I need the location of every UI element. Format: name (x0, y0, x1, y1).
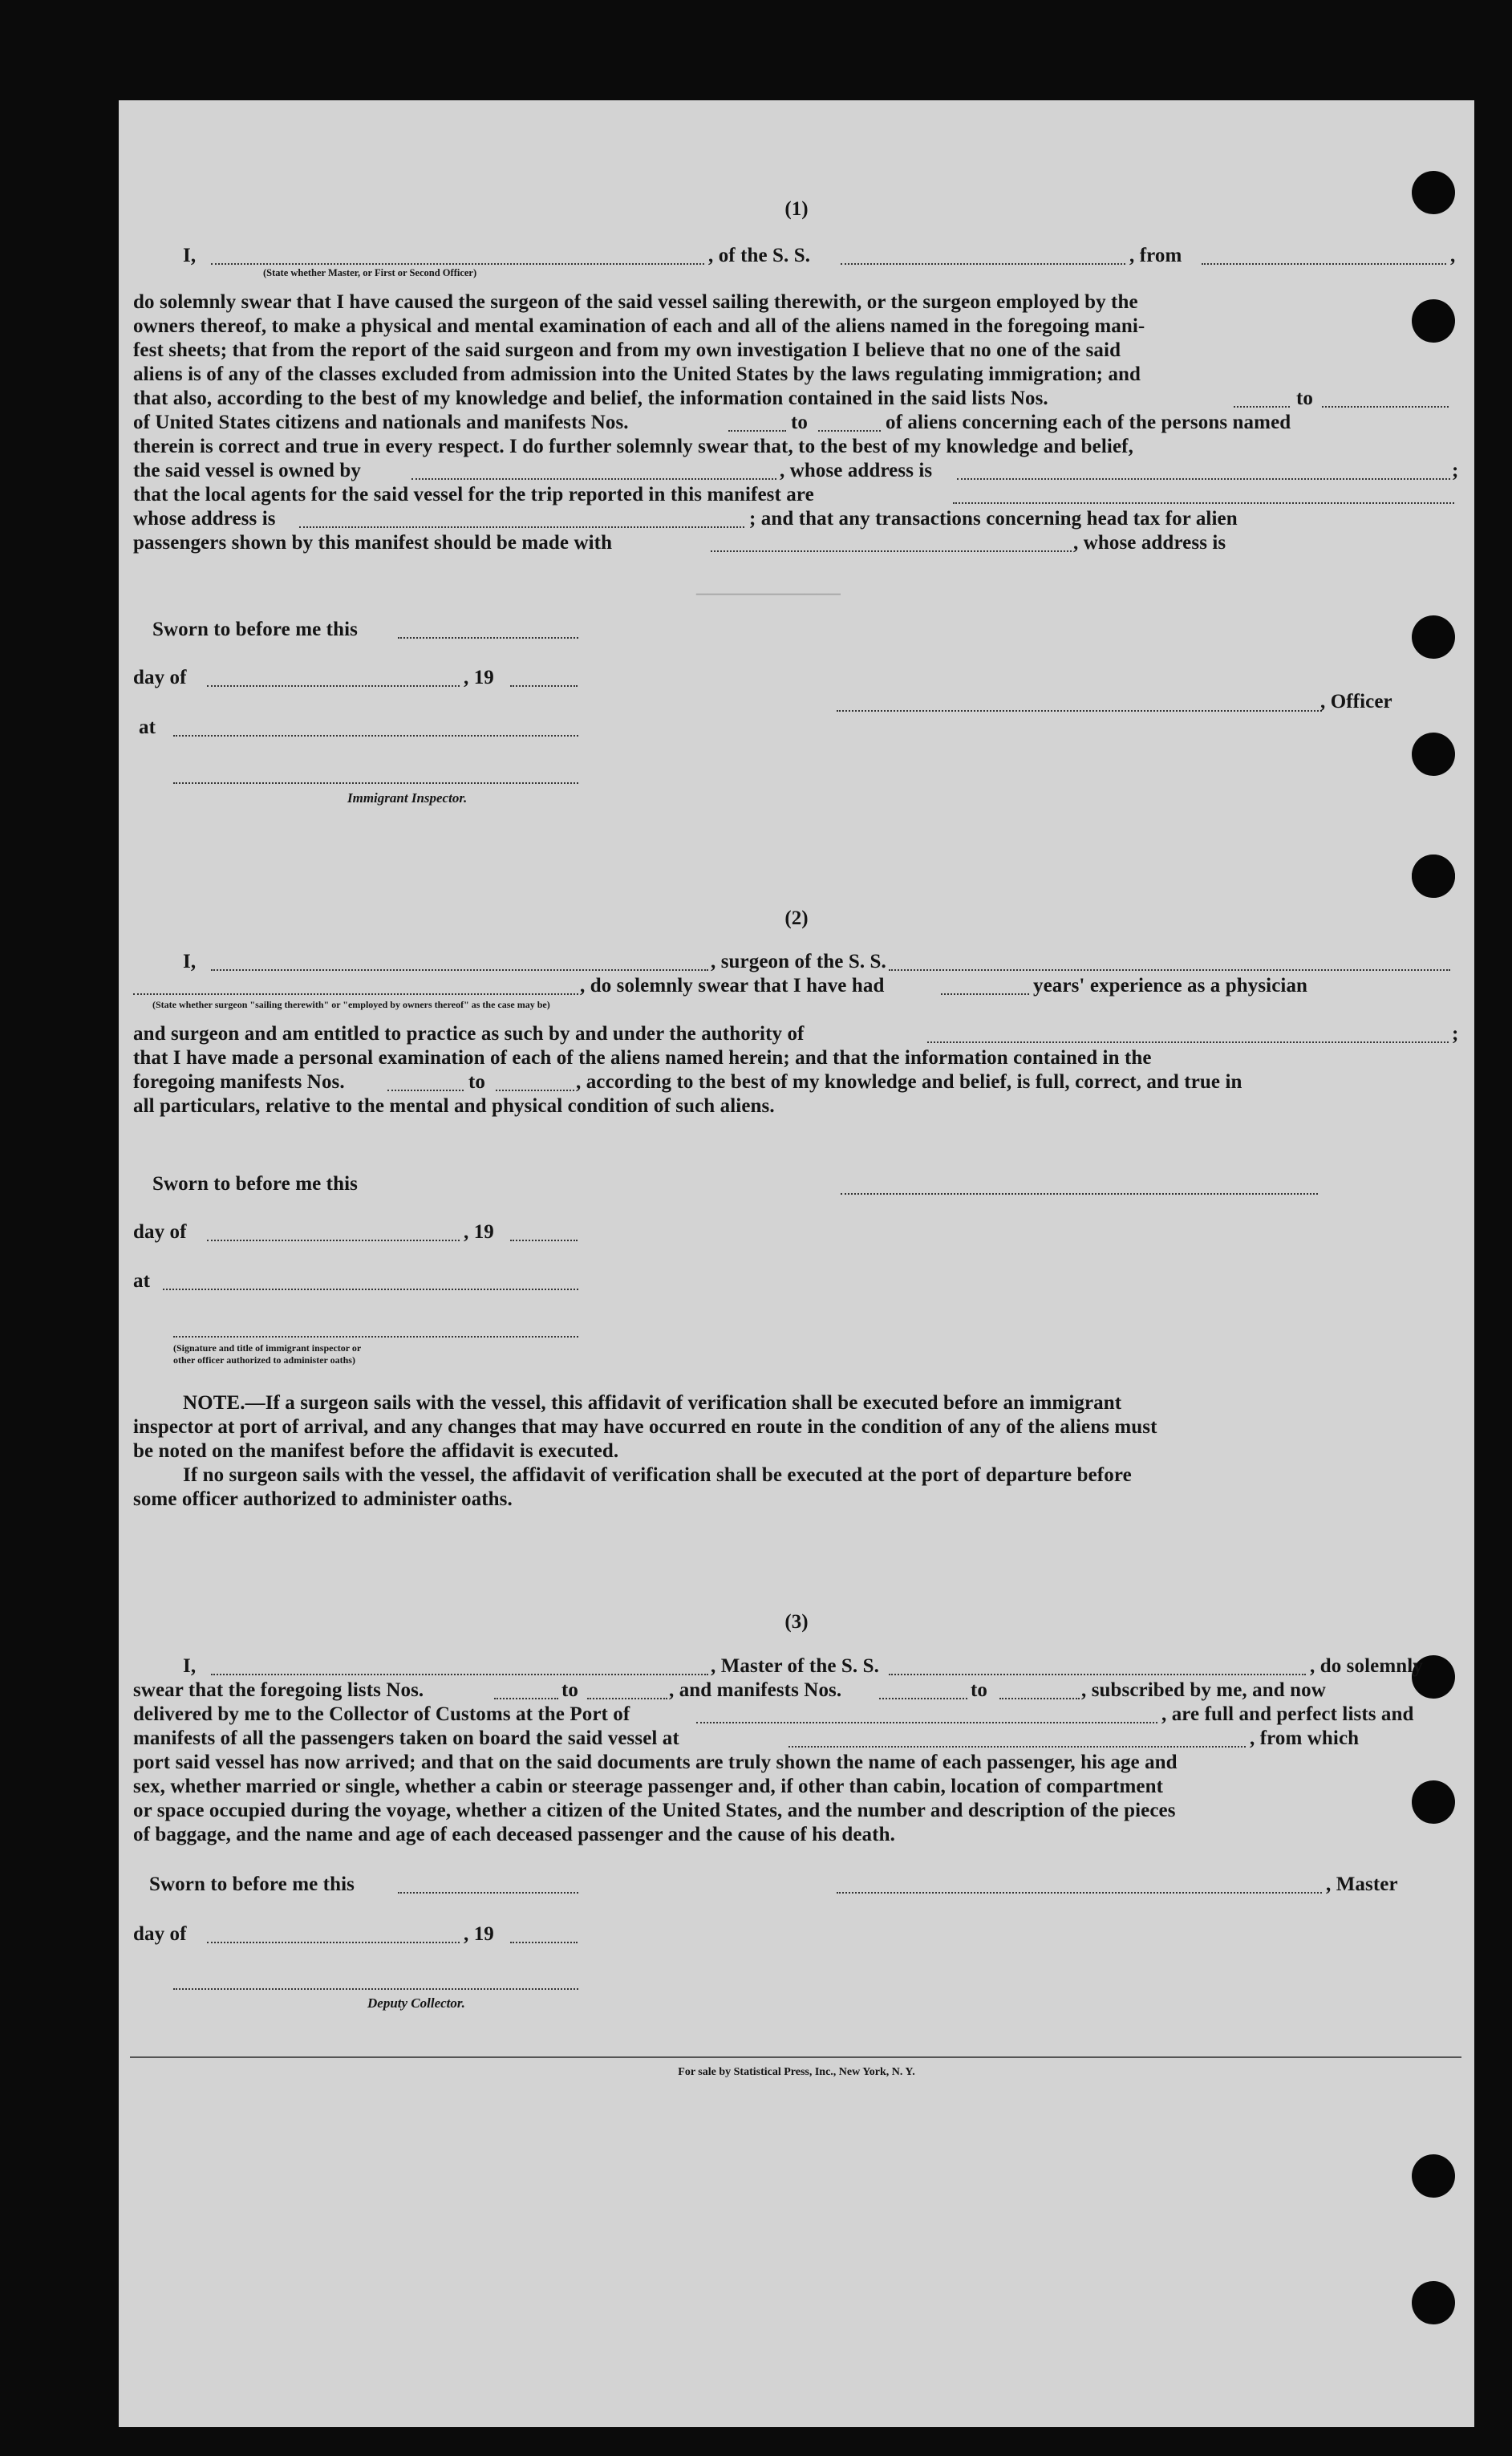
section-2-line: , according to the best of my knowledge and belief, is full, correct, and true in (576, 1071, 1242, 1093)
sworn-label: Sworn to before me this (152, 619, 358, 640)
section-3-number: (3) (784, 1611, 809, 1633)
oath-i: I, (183, 951, 197, 972)
sworn-month-field[interactable] (207, 685, 460, 687)
section-3-line: , subscribed by me, and now (1081, 1679, 1326, 1701)
section-2-line: foregoing manifests Nos. (133, 1071, 345, 1093)
surgeon-caption: (State whether surgeon "sailing therewith" or "employed by owners thereof" as the case may be) (152, 999, 550, 1010)
agent-address-field[interactable] (299, 526, 744, 528)
officer-caption: (State whether Master, or First or Second Officer) (263, 267, 477, 278)
collector-signature-field[interactable] (173, 1988, 578, 1990)
punch-hole (1412, 299, 1455, 343)
section-1-line: do solemnly swear that I have caused the surgeon of the said vessel sailing therewith, or the surgeon employed by the (133, 291, 1138, 313)
local-agents-field[interactable] (953, 502, 1454, 504)
sworn-year-field[interactable] (510, 1240, 578, 1241)
at-label: at (139, 717, 156, 738)
section-1-line: that also, according to the best of my knowledge and belief, the information contained in the said lists Nos. (133, 388, 1048, 409)
sworn-place-field[interactable] (173, 735, 578, 737)
surgeon-of-ss-label: , surgeon of the S. S. (711, 951, 886, 972)
port-field[interactable] (696, 1722, 1157, 1723)
head-tax-party-field[interactable] (711, 550, 1072, 552)
day-of-label: day of (133, 1923, 187, 1945)
printer-imprint: For sale by Statistical Press, Inc., New York, N. Y. (678, 2066, 915, 2078)
officer-label: , Officer (1320, 691, 1392, 712)
of-ss-label: , of the S. S. (708, 245, 811, 266)
section-2-number: (2) (784, 907, 809, 929)
lists-from-field[interactable] (494, 1698, 558, 1699)
note-line: inspector at port of arrival, and any changes that may have occurred en route in the condition of any of the aliens must (133, 1416, 1157, 1438)
sworn-year-field[interactable] (510, 685, 578, 687)
experience-years-field[interactable] (941, 993, 1029, 995)
section-2-line: years' experience as a physician (1033, 975, 1308, 997)
lists-to-field[interactable] (587, 1698, 667, 1699)
owned-by-label: the said vessel is owned by (133, 460, 361, 481)
from-label: , from (1129, 245, 1182, 266)
section-2-line: and surgeon and am entitled to practice as such by and under the authority of (133, 1023, 805, 1045)
surgeon-vessel-field[interactable] (889, 969, 1450, 971)
surgeon-type-field[interactable] (133, 993, 578, 995)
note-line: be noted on the manifest before the affidavit is executed. (133, 1440, 619, 1462)
address-label: , whose address is (780, 460, 933, 481)
surgeon-signature-field[interactable] (841, 1193, 1318, 1195)
master-label: , Master (1326, 1873, 1398, 1895)
footer-rule (130, 2056, 1461, 2058)
punch-hole (1412, 2154, 1455, 2198)
section-1-line: fest sheets; that from the report of the said surgeon and from my own investigation I believe that no one of the said (133, 339, 1121, 361)
sworn-label: Sworn to before me this (152, 1173, 358, 1195)
section-1-number: (1) (784, 198, 809, 220)
sworn-month-field[interactable] (207, 1240, 460, 1241)
vessel-name-field[interactable] (841, 263, 1125, 265)
section-3-line: , from which (1250, 1727, 1360, 1749)
section-3-line: swear that the foregoing lists Nos. (133, 1679, 424, 1701)
semicolon: ; (1452, 1023, 1459, 1045)
owner-address-field[interactable] (957, 478, 1450, 480)
local-agents-label: that the local agents for the said vessel for the trip reported in this manifest are (133, 484, 814, 505)
semicolon: ; (1452, 460, 1459, 481)
signature-caption: (Signature and title of immigrant inspector or (173, 1342, 362, 1354)
master-name-field[interactable] (211, 1674, 708, 1675)
punch-hole (1412, 2281, 1455, 2324)
section-3-line: of baggage, and the name and age of each deceased passenger and the cause of his death. (133, 1824, 895, 1845)
section-3-line: port said vessel has now arrived; and that on the said documents are truly shown the name of each passenger, his age and (133, 1752, 1178, 1773)
section-3-line: sex, whether married or single, whether a cabin or steerage passenger and, if other than cabin, location of compartment (133, 1776, 1164, 1797)
manifests-from-field[interactable] (879, 1698, 967, 1699)
to-label: to (561, 1679, 579, 1701)
sworn-place-field[interactable] (163, 1289, 578, 1290)
address-label: , whose address is (1073, 532, 1226, 554)
section-2-line: , do solemnly swear that I have had (580, 975, 885, 997)
officer-signature-field[interactable] (837, 710, 1322, 712)
list-from-field[interactable] (1234, 406, 1290, 408)
to-label: to (791, 412, 809, 433)
comma: , (1450, 245, 1456, 266)
departure-port-field[interactable] (1202, 263, 1446, 265)
inspector-signature-field[interactable] (173, 1336, 578, 1338)
master-vessel-field[interactable] (889, 1674, 1306, 1675)
punch-hole (1412, 615, 1455, 659)
manifest-affidavit-page (119, 100, 1474, 2427)
master-signature-field[interactable] (837, 1892, 1322, 1894)
section-3-line: , and manifests Nos. (669, 1679, 842, 1701)
day-of-label: day of (133, 667, 187, 688)
oath-i: I, (183, 1655, 197, 1677)
note-line: some officer authorized to administer oaths. (133, 1488, 513, 1510)
section-3-line: manifests of all the passengers taken on board the said vessel at (133, 1727, 679, 1749)
section-3-line: delivered by me to the Collector of Customs at the Port of (133, 1703, 630, 1725)
manifest-to-field[interactable] (818, 430, 881, 432)
year-label: , 19 (464, 667, 494, 688)
bleed-through-text: ──────────── (696, 582, 841, 605)
note-line: If no surgeon sails with the vessel, the affidavit of verification shall be executed at the port of departure before (183, 1464, 1132, 1486)
section-1-line: of aliens concerning each of the persons named (886, 412, 1291, 433)
year-label: , 19 (464, 1221, 494, 1243)
immigrant-inspector-label: Immigrant Inspector. (347, 790, 468, 806)
to-label: to (971, 1679, 988, 1701)
at-label: at (133, 1270, 151, 1292)
note-line: NOTE.—If a surgeon sails with the vessel, this affidavit of verification shall be executed before an immigrant (183, 1392, 1122, 1414)
section-1-line: therein is correct and true in every respect. I do further solemnly swear that, to the best of my knowledge and belief, (133, 436, 1133, 457)
section-1-line: aliens is of any of the classes excluded from admission into the United States by the laws regulating immigration; and (133, 363, 1141, 385)
owner-field[interactable] (411, 478, 776, 480)
sworn-day-field[interactable] (398, 1892, 578, 1894)
authority-field[interactable] (927, 1041, 1449, 1043)
sworn-month-field[interactable] (207, 1942, 460, 1943)
section-2-line: that I have made a personal examination of each of the aliens named herein; and that the information contained in the (133, 1047, 1152, 1069)
sworn-day-field[interactable] (398, 637, 578, 639)
to-label: to (1296, 388, 1314, 409)
year-label: , 19 (464, 1923, 494, 1945)
punch-hole (1412, 1780, 1455, 1824)
section-3-line: or space occupied during the voyage, whether a citizen of the United States, and the number and description of the pieces (133, 1800, 1176, 1821)
section-1-line: ; and that any transactions concerning head tax for alien (749, 508, 1238, 530)
oath-i: I, (183, 245, 197, 266)
punch-hole (1412, 733, 1455, 776)
section-3-line: , are full and perfect lists and (1161, 1703, 1414, 1725)
manifests-to-field[interactable] (999, 1698, 1080, 1699)
punch-hole (1412, 855, 1455, 898)
surgeon-manifest-to-field[interactable] (496, 1090, 574, 1091)
section-3-line: , do solemnly (1310, 1655, 1423, 1677)
surgeon-manifest-from-field[interactable] (387, 1090, 464, 1091)
embarkation-port-field[interactable] (788, 1746, 1246, 1748)
to-label: to (468, 1071, 486, 1093)
manifest-from-field[interactable] (728, 430, 786, 432)
section-2-line: all particulars, relative to the mental and physical condition of such aliens. (133, 1095, 775, 1117)
section-1-line: owners thereof, to make a physical and mental examination of each and all of the aliens named in the foregoing mani- (133, 315, 1145, 337)
day-of-label: day of (133, 1221, 187, 1243)
deputy-collector-label: Deputy Collector. (367, 1995, 465, 2011)
inspector-signature-field[interactable] (173, 782, 578, 784)
section-1-line: of United States citizens and nationals and manifests Nos. (133, 412, 629, 433)
list-to-field[interactable] (1322, 406, 1449, 408)
officer-name-field[interactable] (211, 263, 704, 265)
signature-caption: other officer authorized to administer oaths) (173, 1354, 355, 1366)
address-label: whose address is (133, 508, 276, 530)
head-tax-label: passengers shown by this manifest should be made with (133, 532, 613, 554)
sworn-label: Sworn to before me this (149, 1873, 355, 1895)
sworn-year-field[interactable] (510, 1942, 578, 1943)
master-of-ss-label: , Master of the S. S. (711, 1655, 879, 1677)
surgeon-name-field[interactable] (211, 969, 708, 971)
